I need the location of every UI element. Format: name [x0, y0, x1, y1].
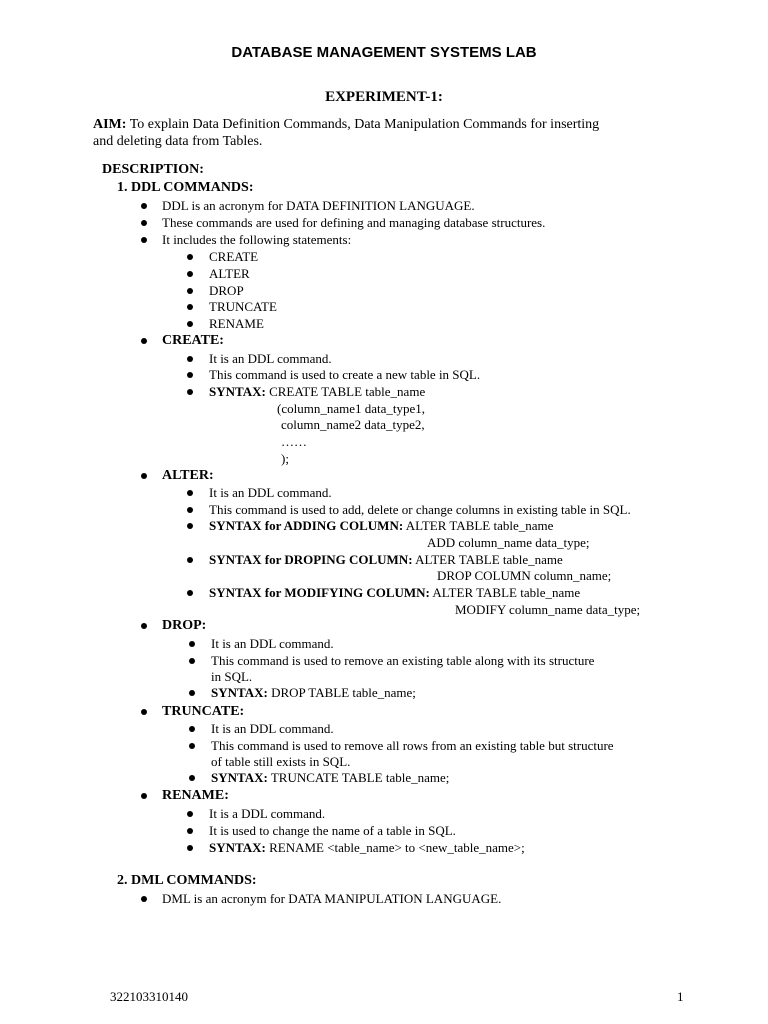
- bullet-icon: [189, 775, 195, 781]
- dml-point-1: DML is an acronym for DATA MANIPULATION LANGUAGE.: [162, 891, 502, 906]
- alter-drop-label: SYNTAX for DROPING COLUMN:: [209, 552, 413, 567]
- drop-syntax-label: SYNTAX:: [211, 685, 268, 700]
- truncate-syntax: [211, 770, 449, 786]
- create-point-1: It is an DDL command.: [209, 351, 332, 366]
- bullet-icon: [189, 658, 195, 664]
- aim-line-2: and deleting data from Tables.: [93, 134, 263, 149]
- alter-modify-line-2: MODIFY column_name data_type;: [455, 602, 641, 617]
- truncate-point-2a: This command is used to remove all rows from an existing table but structure: [211, 738, 614, 753]
- alter-drop-line-2: DROP COLUMN column_name;: [437, 568, 612, 583]
- alter-heading: ALTER:: [162, 468, 214, 483]
- alter-drop-line-1: ALTER TABLE table_name: [415, 552, 563, 567]
- footer-roll-number: 322103310140: [110, 989, 188, 1004]
- drop-syntax-text: DROP TABLE table_name;: [271, 685, 416, 700]
- bullet-icon: [187, 828, 193, 834]
- rename-heading: RENAME:: [162, 788, 229, 803]
- bullet-icon: [187, 507, 193, 513]
- bullet-icon: [141, 220, 147, 226]
- bullet-icon: [141, 793, 147, 799]
- bullet-icon: [187, 372, 193, 378]
- create-syntax-line-5: );: [281, 451, 289, 466]
- statement-drop: DROP: [209, 283, 244, 298]
- aim-label: AIM:: [93, 117, 127, 132]
- bullet-icon: [187, 590, 193, 596]
- bullet-icon: [141, 896, 147, 902]
- create-point-2: This command is used to create a new table in SQL.: [209, 367, 481, 382]
- bullet-icon: [187, 254, 193, 260]
- aim-line-1: [93, 117, 599, 133]
- create-syntax: [209, 384, 425, 400]
- bullet-icon: [189, 641, 195, 647]
- truncate-syntax-text: TRUNCATE TABLE table_name;: [270, 770, 450, 785]
- create-syntax-line-2: (column_name1 data_type1,: [277, 401, 426, 416]
- rename-point-1: It is a DDL command.: [209, 806, 326, 821]
- drop-heading: DROP:: [162, 618, 207, 633]
- document-title: DATABASE MANAGEMENT SYSTEMS LAB: [231, 44, 537, 61]
- bullet-icon: [141, 709, 147, 715]
- drop-point-1: It is an DDL command.: [211, 636, 334, 651]
- bullet-icon: [187, 523, 193, 529]
- bullet-icon: [187, 490, 193, 496]
- alter-add-line-2: ADD column_name data_type;: [427, 535, 590, 550]
- bullet-icon: [187, 304, 193, 310]
- statement-create: CREATE: [209, 249, 259, 264]
- statement-alter: ALTER: [209, 266, 250, 281]
- drop-point-2b: in SQL.: [211, 669, 253, 684]
- statement-truncate: TRUNCATE: [209, 299, 277, 314]
- bullet-icon: [189, 726, 195, 732]
- description-label: DESCRIPTION:: [102, 162, 204, 177]
- bullet-icon: [187, 271, 193, 277]
- bullet-icon: [141, 338, 147, 344]
- alter-add-label: SYNTAX for ADDING COLUMN:: [209, 518, 404, 533]
- drop-syntax: [211, 685, 416, 701]
- bullet-icon: [141, 473, 147, 479]
- ddl-point-1: DDL is an acronym for DATA DEFINITION LANGUAGE.: [162, 198, 475, 213]
- ddl-point-3: It includes the following statements:: [162, 232, 352, 247]
- create-heading: CREATE:: [162, 333, 224, 348]
- create-syntax-line-1: CREATE TABLE table_name: [269, 384, 426, 399]
- create-syntax-label: SYNTAX:: [209, 384, 266, 399]
- bullet-icon: [141, 623, 147, 629]
- rename-syntax: [209, 840, 525, 856]
- bullet-icon: [141, 237, 147, 243]
- alter-modify-label: SYNTAX for MODIFYING COLUMN:: [209, 585, 430, 600]
- drop-point-2a: This command is used to remove an existing table along with its structure: [211, 653, 595, 668]
- bullet-icon: [187, 321, 193, 327]
- rename-point-2: It is used to change the name of a table in SQL.: [209, 823, 456, 838]
- alter-add-syntax: [209, 518, 553, 534]
- bullet-icon: [187, 356, 193, 362]
- dml-heading: 2. DML COMMANDS:: [117, 873, 257, 888]
- aim-text-1: To explain Data Definition Commands, Data Manipulation Commands for inserting: [129, 117, 600, 132]
- truncate-point-1: It is an DDL command.: [211, 721, 334, 736]
- rename-syntax-text: RENAME <table_name> to <new_table_name>;: [269, 840, 525, 855]
- rename-syntax-label: SYNTAX:: [209, 840, 266, 855]
- alter-add-line-1: ALTER TABLE table_name: [405, 518, 554, 533]
- experiment-title: EXPERIMENT-1:: [325, 89, 443, 105]
- bullet-icon: [187, 288, 193, 294]
- bullet-icon: [189, 743, 195, 749]
- truncate-point-2b: of table still exists in SQL.: [211, 754, 351, 769]
- truncate-heading: TRUNCATE:: [162, 704, 245, 719]
- alter-drop-syntax: [209, 552, 563, 568]
- create-syntax-line-3: column_name2 data_type2,: [281, 417, 425, 432]
- alter-modify-syntax: [209, 585, 580, 601]
- bullet-icon: [141, 203, 147, 209]
- bullet-icon: [187, 389, 193, 395]
- truncate-syntax-label: SYNTAX:: [211, 770, 268, 785]
- bullet-icon: [187, 845, 193, 851]
- alter-modify-line-1: ALTER TABLE table_name: [432, 585, 581, 600]
- bullet-icon: [189, 690, 195, 696]
- bullet-icon: [187, 557, 193, 563]
- alter-point-1: It is an DDL command.: [209, 485, 332, 500]
- bullet-icon: [187, 811, 193, 817]
- create-syntax-line-4: ……: [281, 434, 307, 449]
- ddl-point-2: These commands are used for defining and managing database structures.: [162, 215, 546, 230]
- page-number: 1: [677, 989, 684, 1004]
- alter-point-2: This command is used to add, delete or change columns in existing table in SQL.: [209, 502, 631, 517]
- statement-rename: RENAME: [209, 316, 264, 331]
- ddl-heading: 1. DDL COMMANDS:: [117, 180, 254, 195]
